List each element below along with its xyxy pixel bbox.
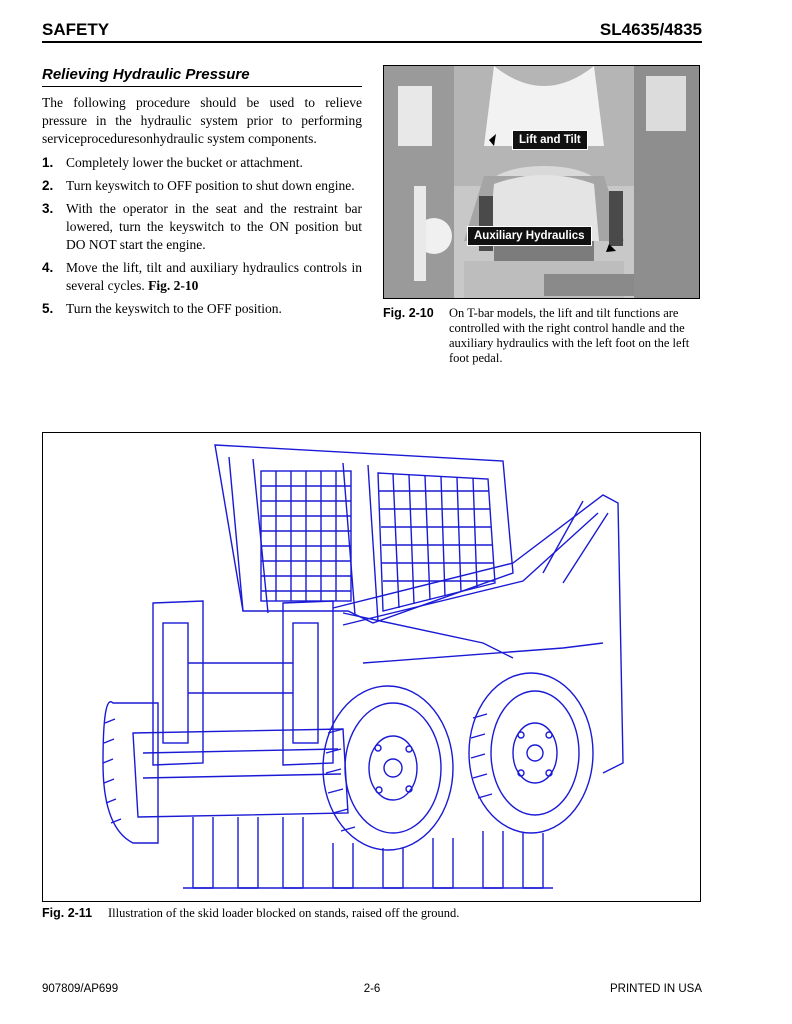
operator-seat-illustration [384,66,700,299]
footer-page-number: 2-6 [363,983,381,995]
header-rule [42,41,702,43]
fig-2-10-label-wrap [383,306,443,321]
procedure-step [42,300,362,318]
procedure-step [42,154,362,172]
procedure-step [42,177,362,195]
step-number: 4. [42,260,54,275]
fig-2-10-caption: On T-bar models, the lift and tilt functions are controlled with the right control handle and the auxiliary hydraulics with the left foot on the left foot pedal. [449,306,690,365]
step-text: With the operator in the seat and the restraint bar lowered, turn the keyswitch to the ON position but DO NOT start the engine. [66,201,362,252]
fig-2-11-label: Fig. 2-11 [42,906,93,920]
footer-printed-in: PRINTED IN USA [609,983,702,995]
auxiliary-hydraulics-callout: Auxiliary Hydraulics [467,226,592,246]
step-number: 1. [42,155,54,170]
fig-2-11-caption: Illustration of the skid loader blocked on stands, raised off the ground. [108,906,460,920]
skid-loader-linework [103,445,623,888]
cab-grid-right [378,473,495,611]
fig-2-10-label: Fig. 2-10 [383,306,434,320]
step-number: 5. [42,301,54,316]
footer-document-number: 907809/AP699 [42,983,119,995]
header-section-title: SAFETY [42,20,110,39]
intro-paragraph: The following procedure should be used to relieve pressure in the hydraulic system prior to performing serviceproceduresonhydraulic system components. [42,95,362,146]
step-text: Turn the keyswitch to the OFF position. [66,301,282,316]
operator-seat-photo [383,65,700,299]
skid-loader-figure [42,432,701,902]
section-heading: Relieving Hydraulic Pressure [42,66,250,83]
procedure-step [42,200,362,254]
figure-reference: Fig. 2-10 [148,278,199,293]
procedure-steps [42,154,362,323]
cab-grid-left [261,471,351,601]
step-text: Completely lower the bucket or attachment. [66,155,303,170]
fig-2-11-label-wrap [42,906,104,921]
section-heading-rule [42,86,362,87]
step-text: Move the lift, tilt and auxiliary hydraulics controls in several cycles. [66,260,362,293]
skid-loader-on-stands-illustration [43,433,701,902]
lift-tilt-callout: Lift and Tilt [512,130,588,150]
step-number: 3. [42,201,54,216]
support-stands [183,817,553,888]
procedure-step [42,259,362,295]
step-text: Turn keyswitch to OFF position to shut down engine. [66,178,355,193]
step-number: 2. [42,178,54,193]
header-model-number: SL4635/4835 [599,20,702,39]
